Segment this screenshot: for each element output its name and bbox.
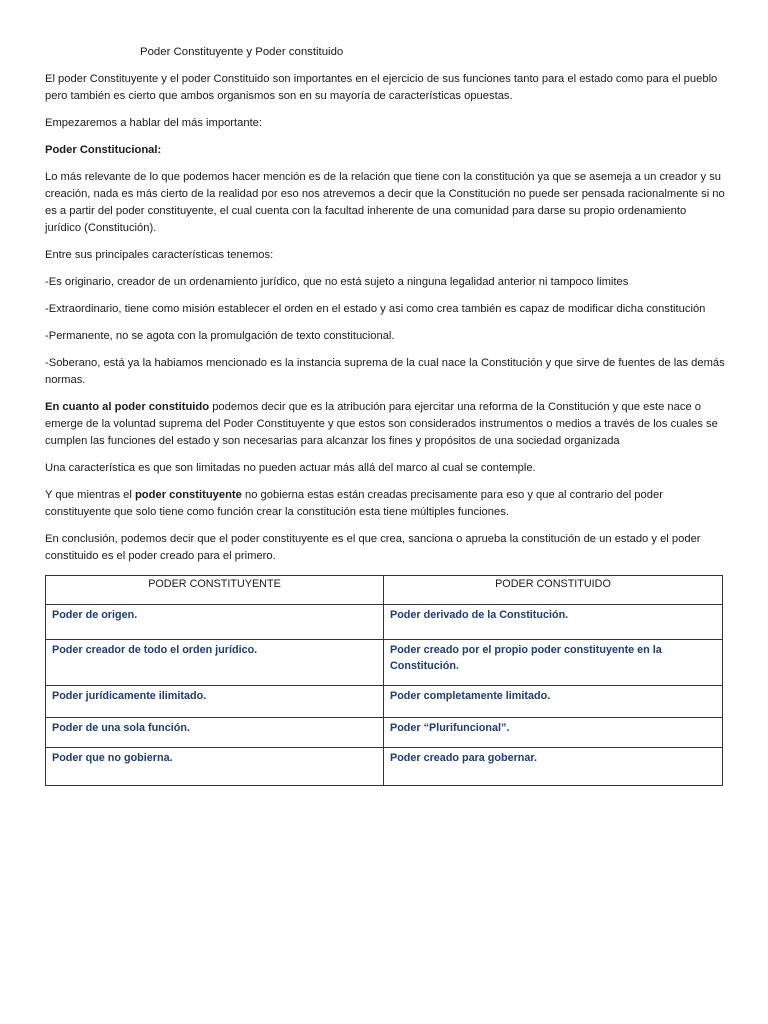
table-row: [46, 718, 723, 748]
contrast-bold: poder constituyente: [134, 489, 242, 501]
table-row: [46, 605, 723, 640]
start-paragraph: Empezaremos a hablar del más importante:: [45, 117, 263, 129]
intro-paragraph: El poder Constituyente y el poder Constituido son importantes en el ejercicio de sus funciones tanto para el estado como para el pueblo pero también es cierto que ambos organismos son en su mayoría de características opuestas.: [45, 73, 718, 102]
table-cell: Poder creado para gobernar.: [384, 748, 723, 786]
table-cell: Poder de origen.: [46, 605, 384, 640]
table-row: [46, 748, 723, 786]
contrast-prefix: Y que mientras el: [45, 489, 135, 501]
table-cell: Poder creador de todo el orden jurídico.: [46, 640, 384, 686]
contrast-paragraph: [45, 487, 725, 521]
constituido-bold-lead: En cuanto al poder constituido: [45, 401, 210, 413]
document-title: Poder Constituyente y Poder constituido: [140, 46, 344, 58]
characteristic-item: -Soberano, está ya la habiamos mencionado es la instancia suprema de la cual nace la Constitución y que sirve de fuentes de las demás normas.: [45, 357, 725, 386]
section-heading: Poder Constitucional:: [45, 144, 162, 156]
table-header-cell: PODER CONSTITUIDO: [384, 576, 723, 605]
table-row: [46, 686, 723, 718]
document-page: [45, 44, 725, 786]
constituido-paragraph: [45, 399, 725, 450]
limited-paragraph: Una característica es que son limitadas no pueden actuar más allá del marco al cual se contemple.: [45, 462, 536, 474]
conclusion-paragraph: En conclusión, podemos decir que el poder constituyente es el que crea, sanciona o aprueba la constitución de un estado y el poder constituido es el poder creado para el primero.: [45, 533, 701, 562]
contrast-suffix: no gobierna estas están creadas precisamente para eso y que al contrario del poder constituyente que solo tiene como función crear la constitución esta tiene múltiples funciones.: [45, 489, 663, 518]
table-row: [46, 640, 723, 686]
table-cell: Poder que no gobierna.: [46, 748, 384, 786]
comparison-table: [45, 575, 723, 786]
characteristic-item: -Extraordinario, tiene como misión establecer el orden en el estado y asi como crea también es capaz de modificar dicha constitución: [45, 303, 706, 315]
table-cell: Poder jurídicamente ilimitado.: [46, 686, 384, 718]
table-header-cell: PODER CONSTITUYENTE: [46, 576, 384, 605]
characteristic-item: -Permanente, no se agota con la promulgación de texto constitucional.: [45, 330, 395, 342]
constituido-text: podemos decir que es la atribución para ejercitar una reforma de la Constitución y que este nace o emerge de la voluntad suprema del Poder Constituyente y que estos son considerados instrumentos o medios a través de los cuales se cumplen las funciones del estado y son necesarias para alcanzar los fines y propósitos de una sociedad organizada: [45, 401, 718, 447]
table-cell: Poder derivado de la Constitución.: [384, 605, 723, 640]
table-cell: Poder de una sola función.: [46, 718, 384, 748]
characteristic-item: -Es originario, creador de un ordenamiento jurídico, que no está sujeto a ninguna legalidad anterior ni tampoco limites: [45, 276, 629, 288]
table-header-row: [46, 576, 723, 605]
section-paragraph: Lo más relevante de lo que podemos hacer mención es de la relación que tiene con la constitución ya que se asemeja a un creador y su creación, nada es más cierto de la realidad por eso nos atrevemos a decir que la Constitución no puede ser pensada racionalmente si no es a partir del poder constituyente, el cual cuenta con la facultad inherente de una comunidad para darse su propio ordenamiento jurídico (Constitución).: [45, 171, 725, 234]
table-cell: Poder creado por el propio poder constituyente en la Constitución.: [384, 640, 723, 686]
table-cell: Poder completamente limitado.: [384, 686, 723, 718]
table-cell: Poder “Plurifuncional”.: [384, 718, 723, 748]
characteristics-intro: Entre sus principales características tenemos:: [45, 249, 274, 261]
